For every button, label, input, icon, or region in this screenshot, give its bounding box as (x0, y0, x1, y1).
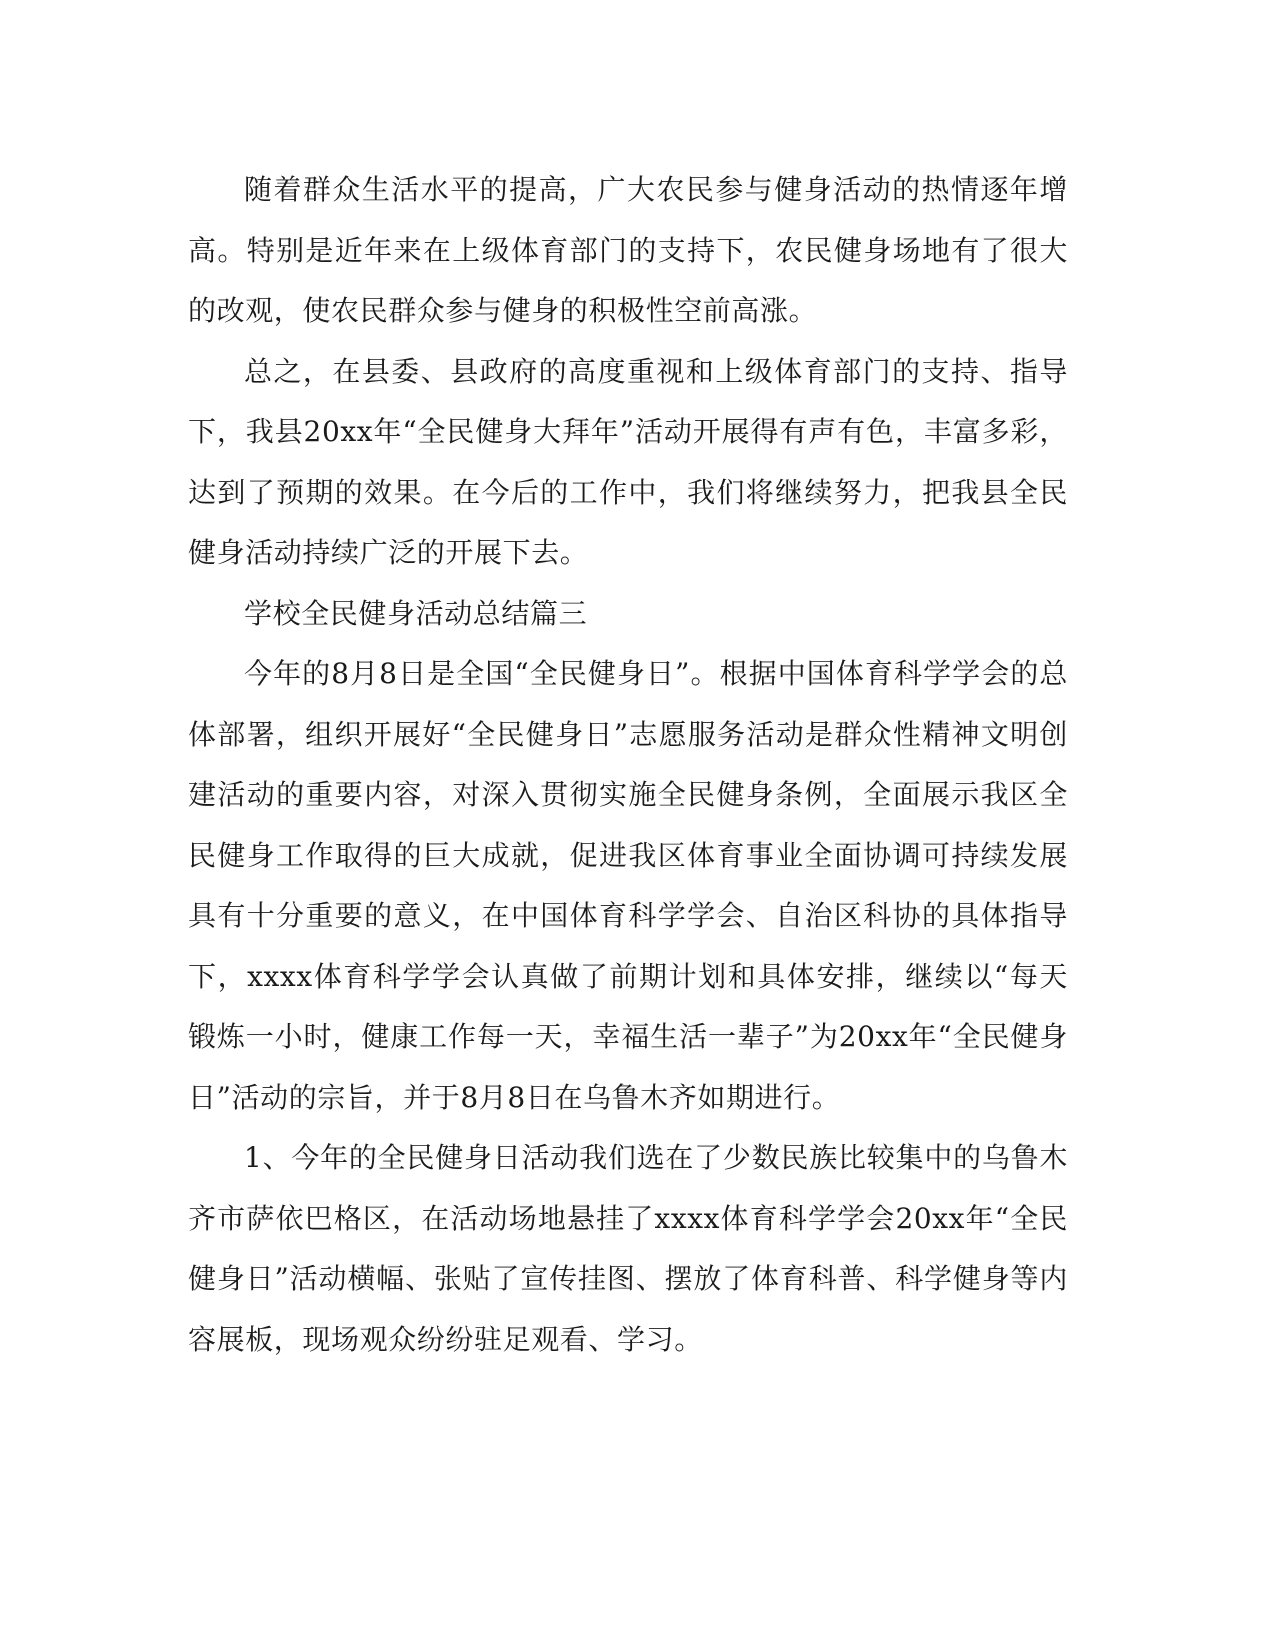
paragraph-item-1: 1、今年的全民健身日活动我们选在了少数民族比较集中的乌鲁木齐市萨依巴格区，在活动场地悬挂了xxxx体育科学学会20xx年“全民健身日”活动横幅、张贴了宣传挂图、摆放了体育科普、科学健身等内容展板，现场观众纷纷驻足观看、学习。 (188, 1141, 1068, 1356)
paragraph-fitness-day: 今年的8月8日是全国“全民健身日”。根据中国体育科学学会的总体部署，组织开展好“全民健身日”志愿服务活动是群众性精神文明创建活动的重要内容，对深入贯彻实施全民健身条例，全面展示我区全民健身工作取得的巨大成就，促进我区体育事业全面协调可持续发展具有十分重要的意义，在中国体育科学学会、自治区科协的具体指导下，xxxx体育科学学会认真做了前期计划和具体安排，继续以“每天锻炼一小时，健康工作每一天，幸福生活一辈子”为20xx年“全民健身日”活动的宗旨，并于8月8日在乌鲁木齐如期进行。 (188, 657, 1068, 1114)
paragraph-summary: 总之，在县委、县政府的高度重视和上级体育部门的支持、指导下，我县20xx年“全民健身大拜年”活动开展得有声有色，丰富多彩，达到了预期的效果。在今后的工作中，我们将继续努力，把我县全民健身活动持续广泛的开展下去。 (188, 354, 1068, 569)
document-body (188, 160, 1068, 1370)
paragraph-farmers-fitness: 随着群众生活水平的提高，广大农民参与健身活动的热情逐年增高。特别是近年来在上级体育部门的支持下，农民健身场地有了很大的改观，使农民群众参与健身的积极性空前高涨。 (188, 173, 1068, 327)
section-heading: 学校全民健身活动总结篇三 (244, 596, 588, 630)
